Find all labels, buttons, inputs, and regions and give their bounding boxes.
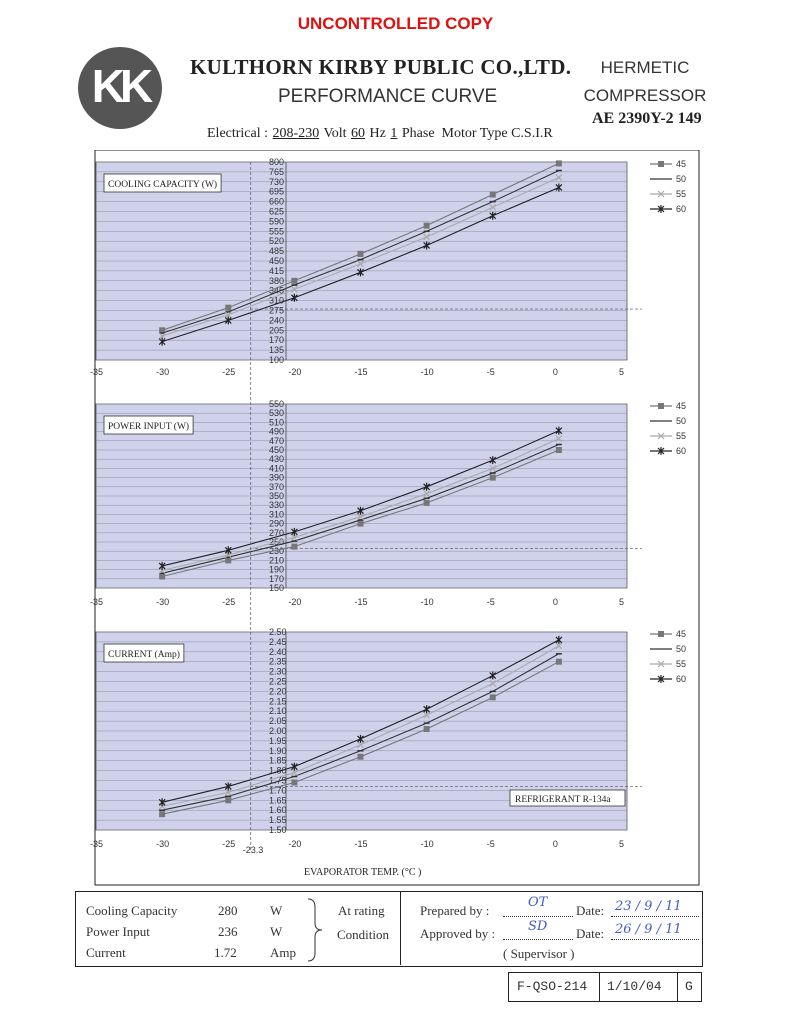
y-tick-label: 1.70 (269, 785, 287, 796)
x-tick-label: 5 (619, 839, 625, 849)
refrigerant-label: REFRIGERANT R-134a (515, 795, 611, 805)
form-rev: G (685, 979, 693, 994)
y-tick-label: 100 (269, 355, 285, 365)
y-tick-label: 1.65 (269, 795, 287, 806)
data-point-45 (490, 192, 496, 198)
y-tick-label: 1.85 (269, 755, 287, 766)
y-tick-label: 190 (269, 564, 285, 575)
x-tick-label: -25 (222, 367, 236, 377)
x-tick-label: -10 (420, 367, 434, 377)
footer-divider (400, 891, 401, 965)
product-type-line2: COMPRESSOR (583, 86, 707, 105)
prepared-date-line (611, 916, 699, 917)
data-point-45 (159, 574, 165, 580)
y-tick-label: 1.80 (269, 765, 287, 776)
prepared-date: 23 / 9 / 11 (615, 899, 682, 914)
electrical-label: Electrical : (207, 126, 269, 141)
y-tick-label: 390 (269, 472, 285, 483)
data-point-45 (358, 251, 364, 257)
legend-label-50: 50 (676, 416, 687, 426)
y-tick-label: 350 (269, 491, 285, 501)
y-tick-label: 490 (269, 426, 285, 437)
x-tick-label: -10 (420, 597, 434, 607)
y-tick-label: 230 (269, 546, 285, 557)
phase-value: 1 (390, 126, 398, 141)
y-tick-label: 250 (269, 537, 285, 547)
y-tick-label: 370 (269, 481, 285, 492)
data-point-45 (358, 754, 364, 760)
legend-label-60: 60 (676, 446, 687, 456)
data-point-45 (159, 811, 165, 817)
chart-title: CURRENT (Amp) (108, 650, 180, 660)
legend-label-45: 45 (676, 401, 687, 411)
approved-signature: SD (528, 919, 548, 934)
data-point-45 (556, 659, 562, 665)
y-tick-label: 470 (269, 435, 285, 446)
x-tick-label: -25 (222, 597, 236, 607)
x-tick-label: -15 (354, 839, 368, 849)
electrical-spec (207, 126, 553, 142)
legend-label-45: 45 (676, 159, 687, 169)
y-tick-label: 450 (269, 445, 285, 455)
y-tick-label: 450 (269, 256, 285, 266)
y-tick-label: 290 (269, 518, 285, 529)
legend-marker-45 (658, 403, 664, 409)
logo-text: KK (91, 60, 149, 112)
x-tick-label: -35 (90, 367, 104, 377)
volt-unit: Volt (323, 126, 347, 141)
y-tick-label: 550 (269, 399, 285, 409)
legend-marker-45 (658, 161, 664, 167)
product-type-line1: HERMETIC (600, 58, 690, 77)
form-reference (508, 972, 702, 1002)
prepared-signature-line (503, 916, 573, 917)
prepared-date-label: Date: (576, 903, 605, 918)
footer-label-current: Current (86, 945, 126, 960)
data-point-45 (358, 521, 364, 527)
motor-label: Motor Type (441, 126, 508, 141)
y-tick-label: 2.20 (269, 686, 287, 697)
footer-unit-cooling: W (270, 903, 283, 918)
y-tick-label: 660 (269, 196, 285, 207)
y-tick-label: 2.30 (269, 666, 287, 677)
y-tick-label: 240 (269, 315, 285, 326)
y-tick-label: 590 (269, 216, 285, 227)
y-tick-label: 765 (269, 166, 285, 177)
y-tick-label: 170 (269, 573, 285, 584)
y-tick-label: 2.40 (269, 646, 287, 657)
footer-value-power: 236 (218, 924, 238, 939)
performance-charts (82, 150, 702, 886)
data-point-45 (490, 475, 496, 481)
data-point-45 (556, 447, 562, 453)
data-point-45 (424, 726, 430, 732)
uncontrolled-copy-stamp: UNCONTROLLED COPY (297, 14, 494, 33)
data-point-45 (291, 544, 297, 550)
data-point-45 (291, 779, 297, 785)
data-point-45 (490, 694, 496, 700)
approved-date: 26 / 9 / 11 (615, 922, 682, 937)
x-tick-label: -20 (288, 839, 302, 849)
y-tick-label: 730 (269, 176, 285, 187)
form-date: 1/10/04 (607, 979, 662, 994)
x-tick-label: 0 (552, 597, 558, 607)
x-tick-label: -5 (486, 367, 495, 377)
y-tick-label: 380 (269, 275, 285, 286)
y-tick-label: 2.10 (269, 706, 287, 717)
y-tick-label: 520 (269, 236, 285, 247)
x-tick-label: 5 (619, 597, 625, 607)
footer-label-cooling: Cooling Capacity (86, 903, 178, 918)
x-tick-label: -30 (156, 597, 170, 607)
y-tick-label: 210 (269, 555, 285, 566)
company-logo (78, 47, 162, 129)
motor-type: C.S.I.R (511, 126, 553, 141)
x-tick-label: 0 (552, 367, 558, 377)
x-axis-label: EVAPORATOR TEMP. (°C ) (304, 867, 422, 878)
legend-label-50: 50 (676, 644, 687, 654)
y-tick-label: 310 (269, 295, 285, 306)
y-tick-label: 170 (269, 335, 285, 346)
y-tick-label: 625 (269, 206, 285, 217)
rating-temp-label: -23.3 (242, 845, 264, 855)
company-name: KULTHORN KIRBY PUBLIC CO.,LTD. (190, 55, 572, 79)
x-tick-label: -35 (90, 597, 104, 607)
y-tick-label: 530 (269, 408, 285, 419)
y-tick-label: 150 (269, 583, 285, 593)
data-point-45 (556, 160, 562, 166)
phase-unit: Phase (401, 126, 435, 141)
data-point-45 (225, 305, 231, 311)
y-tick-label: 485 (269, 246, 285, 257)
approved-date-line (611, 939, 699, 940)
rating-line2: Condition (337, 927, 390, 942)
footer-unit-power: W (270, 924, 283, 939)
y-tick-label: 430 (269, 454, 285, 465)
footer-value-current: 1.72 (214, 945, 237, 960)
y-tick-label: 1.95 (269, 735, 287, 746)
form-divider-2 (677, 973, 678, 1001)
y-tick-label: 330 (269, 500, 285, 511)
y-tick-label: 310 (269, 509, 285, 520)
supervisor-label: ( Supervisor ) (503, 946, 575, 961)
x-tick-label: -30 (156, 839, 170, 849)
legend-label-45: 45 (676, 629, 687, 639)
x-tick-label: -20 (288, 367, 302, 377)
data-point-45 (225, 557, 231, 563)
y-tick-label: 415 (269, 265, 285, 276)
legend-marker-45 (658, 631, 664, 637)
x-tick-label: -30 (156, 367, 170, 377)
legend-label-55: 55 (676, 189, 687, 199)
y-tick-label: 510 (269, 417, 285, 428)
form-code: F-QSO-214 (517, 979, 588, 994)
chart-title: POWER INPUT (W) (108, 422, 190, 432)
x-tick-label: -20 (288, 597, 302, 607)
footer-label-power: Power Input (86, 924, 150, 939)
footer-value-cooling: 280 (218, 903, 238, 918)
y-tick-label: 2.45 (269, 636, 287, 647)
legend-label-60: 60 (676, 674, 687, 684)
y-tick-label: 135 (269, 345, 285, 356)
y-tick-label: 345 (269, 285, 285, 296)
approved-date-label: Date: (576, 926, 605, 941)
y-tick-label: 1.55 (269, 815, 287, 826)
x-tick-label: -25 (222, 839, 236, 849)
x-tick-label: -15 (354, 367, 368, 377)
legend-label-60: 60 (676, 204, 687, 214)
data-point-45 (291, 278, 297, 284)
y-tick-label: 1.90 (269, 745, 287, 756)
y-tick-label: 695 (269, 186, 285, 197)
approved-signature-line (503, 939, 573, 940)
y-tick-label: 1.50 (269, 825, 287, 835)
x-tick-label: 5 (619, 367, 625, 377)
y-tick-label: 2.25 (269, 676, 287, 687)
y-tick-label: 275 (269, 305, 285, 316)
model-number: AE 2390Y-2 149 (592, 110, 702, 127)
y-tick-label: 555 (269, 226, 285, 237)
rating-brace (305, 897, 325, 963)
x-tick-label: -10 (420, 839, 434, 849)
y-tick-label: 2.15 (269, 696, 287, 707)
hz-value: 60 (351, 126, 366, 141)
document-title: PERFORMANCE CURVE (278, 86, 498, 107)
y-tick-label: 205 (269, 325, 285, 336)
chart-title: COOLING CAPACITY (W) (108, 180, 218, 190)
footer-unit-current: Amp (270, 945, 296, 960)
x-tick-label: -15 (354, 597, 368, 607)
prepared-label: Prepared by : (420, 903, 490, 918)
y-tick-label: 1.75 (269, 775, 287, 786)
y-tick-label: 1.60 (269, 805, 287, 816)
data-point-45 (225, 797, 231, 803)
y-tick-label: 270 (269, 527, 285, 538)
y-tick-label: 2.05 (269, 716, 287, 727)
y-tick-label: 2.35 (269, 656, 287, 667)
x-tick-label: 0 (552, 839, 558, 849)
y-tick-label: 800 (269, 157, 285, 167)
data-point-45 (424, 223, 430, 229)
volt-value: 208-230 (272, 126, 320, 141)
legend-label-50: 50 (676, 174, 687, 184)
y-tick-label: 410 (269, 463, 285, 474)
x-tick-label: -5 (486, 597, 495, 607)
form-divider-1 (599, 973, 600, 1001)
prepared-signature: OT (528, 895, 548, 910)
legend-label-55: 55 (676, 431, 687, 441)
x-tick-label: -5 (486, 839, 495, 849)
approved-label: Approved by : (420, 926, 496, 941)
legend-label-55: 55 (676, 659, 687, 669)
rating-line1: At rating (338, 903, 385, 918)
hz-unit: Hz (369, 126, 386, 141)
y-tick-label: 2.00 (269, 726, 287, 736)
data-point-45 (424, 500, 430, 506)
x-tick-label: -35 (90, 839, 104, 849)
y-tick-label: 2.50 (269, 627, 287, 637)
